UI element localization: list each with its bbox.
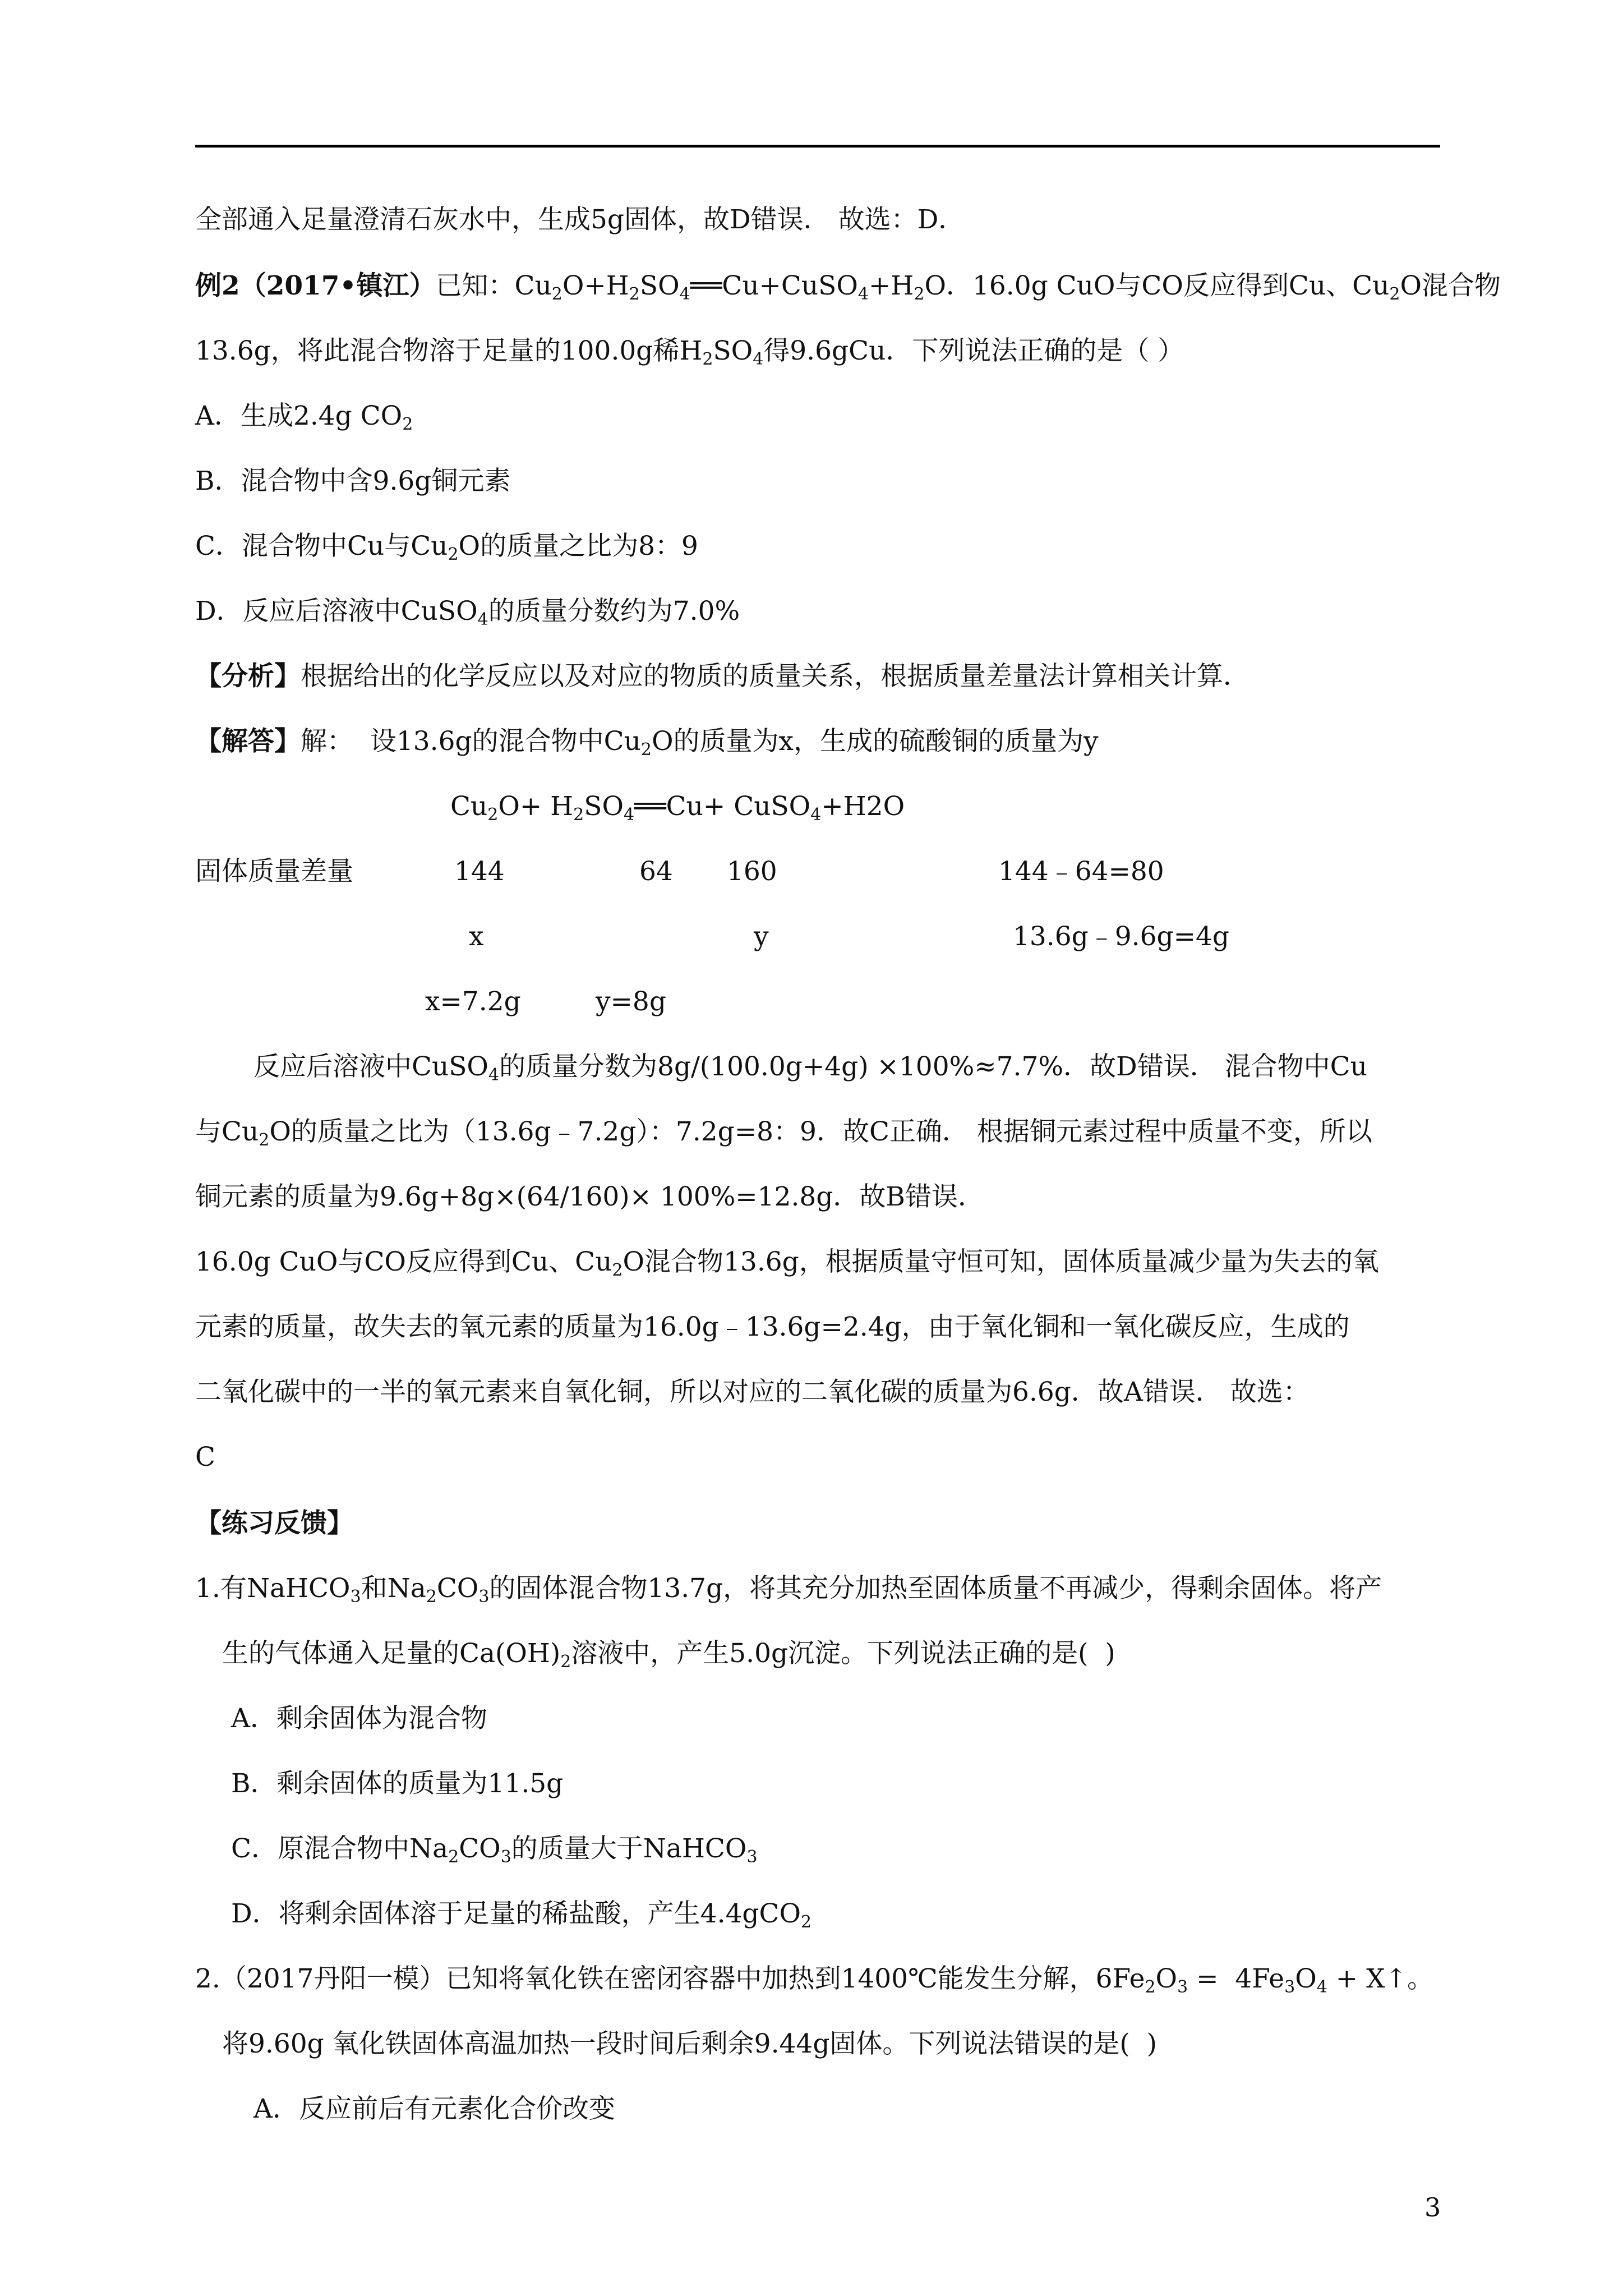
q1-option-c: C．原混合物中$Na_2CO_3$的质量大于NaHCO$_3$ [231, 1833, 758, 1867]
text-line: C [195, 1442, 215, 1473]
text-line: 元素的质量，故失去的氧元素的质量为16.0g﹣13.6g=2.4g，由于氧化铜和一氧化碳反应，生成的 [195, 1312, 1350, 1342]
text-line: 反应后溶液中CuSO$_4$的质量分数为8g/(100.0g+4g) ×100%≈7.7%．故D错误． 混合物中Cu [253, 1051, 1367, 1085]
table-cell: x [469, 921, 484, 952]
example-2-question: 例2（2017•镇江）已知：$Cu_2O+H_2SO_4══Cu+CuSO_4+H_2O$．16.0g CuO与CO反应得到Cu、$Cu_2O$混合物 [195, 270, 1501, 304]
answer-label: 【解答】 [195, 726, 301, 757]
text-line: 与$Cu_2O$的质量之比为（13.6g﹣7.2g）：7.2g=8：9．故C正确． 根据铜元素过程中质量不变，所以 [195, 1116, 1372, 1150]
table-cell: y [754, 921, 769, 952]
q2-option-a: A．反应前后有元素化合价改变 [253, 2093, 615, 2124]
text-line: 生的气体通入足量的$Ca(OH)_2$溶液中，产生5.0g沉淀。下列说法正确的是( ) [222, 1638, 1115, 1672]
q1-option-a: A．剩余固体为混合物 [231, 1703, 487, 1734]
text-line: 13.6g，将此混合物溶于足量的100.0g稀$H_2SO_4$得9.6gCu．下列说法正确的是（ ） [195, 335, 1184, 369]
table-cell: y=8g [596, 986, 666, 1017]
option-c: C．混合物中Cu与$Cu_2O$的质量之比为8：9 [195, 531, 698, 564]
q1-option-d: D．将剩余固体溶于足量的稀盐酸，产生4.4gCO$_2$ [231, 1898, 812, 1932]
text-line: 铜元素的质量为9.6g+8g×(64/160)× 100%=12.8g．故B错误． [195, 1181, 984, 1212]
question-1: 1.有NaHCO$_3$和$Na_2CO_3$的固体混合物13.7g，将其充分加热至固体质量不再减少，得剩余固体。将产 [195, 1573, 1382, 1607]
table-cell: x=7.2g [425, 986, 521, 1017]
example-label: 例2（2017•镇江） [195, 270, 436, 301]
analysis-label: 【分析】 [195, 661, 301, 692]
table-cell: 64 [639, 856, 673, 887]
text-line: 将9.60g 氧化铁固体高温加热一段时间后剩余9.44g固体。下列说法错误的是( ) [222, 2028, 1157, 2059]
chemical-equation: $Cu_2O+$ $H_2SO_4══Cu+$ CuSO$_4$+H2O [450, 791, 905, 825]
table-cell: 160 [727, 856, 777, 887]
table-cell: 144﹣64=80 [998, 856, 1164, 887]
q1-option-b: B．剩余固体的质量为11.5g [231, 1768, 564, 1799]
table-cell: 144 [454, 856, 505, 887]
table-cell: 13.6g﹣9.6g=4g [1013, 921, 1229, 952]
option-a: A．生成2.4g $CO_2$ [195, 401, 413, 434]
analysis: 【分析】根据给出的化学反应以及对应的物质的质量关系，根据质量差量法计算相关计算． [195, 661, 1249, 692]
text-line: 二氧化碳中的一半的氧元素来自氧化铜，所以对应的二氧化碳的质量为6.6g．故A错误． 故选： [195, 1377, 1310, 1407]
option-d: D．反应后溶液中CuSO$_4$的质量分数约为7.0% [195, 596, 740, 629]
table-row-label: 固体质量差量 [195, 856, 353, 887]
header-rule [195, 145, 1440, 148]
page-number: 3 [1424, 2192, 1441, 2223]
text-line: 全部通入足量澄清石灰水中，生成5g固体，故D错误． 故选：D． [195, 204, 965, 235]
text-line: 16.0g CuO与CO反应得到Cu、$Cu_2O$混合物13.6g，根据质量守恒可知，固体质量减少量为失去的氧 [195, 1246, 1379, 1280]
answer: 【解答】解： 设13.6g的混合物中$Cu_2O$的质量为x，生成的硫酸铜的质量为y [195, 726, 1099, 760]
practice-header: 【练习反馈】 [195, 1508, 353, 1539]
question-2: 2.（2017丹阳一模）已知将氧化铁在密闭容器中加热到1400℃能发生分解，$6Fe_2O_3 = 4Fe_3O_4$ + X↑。 [195, 1963, 1433, 1997]
option-b: B．混合物中含9.6g铜元素 [195, 466, 511, 496]
